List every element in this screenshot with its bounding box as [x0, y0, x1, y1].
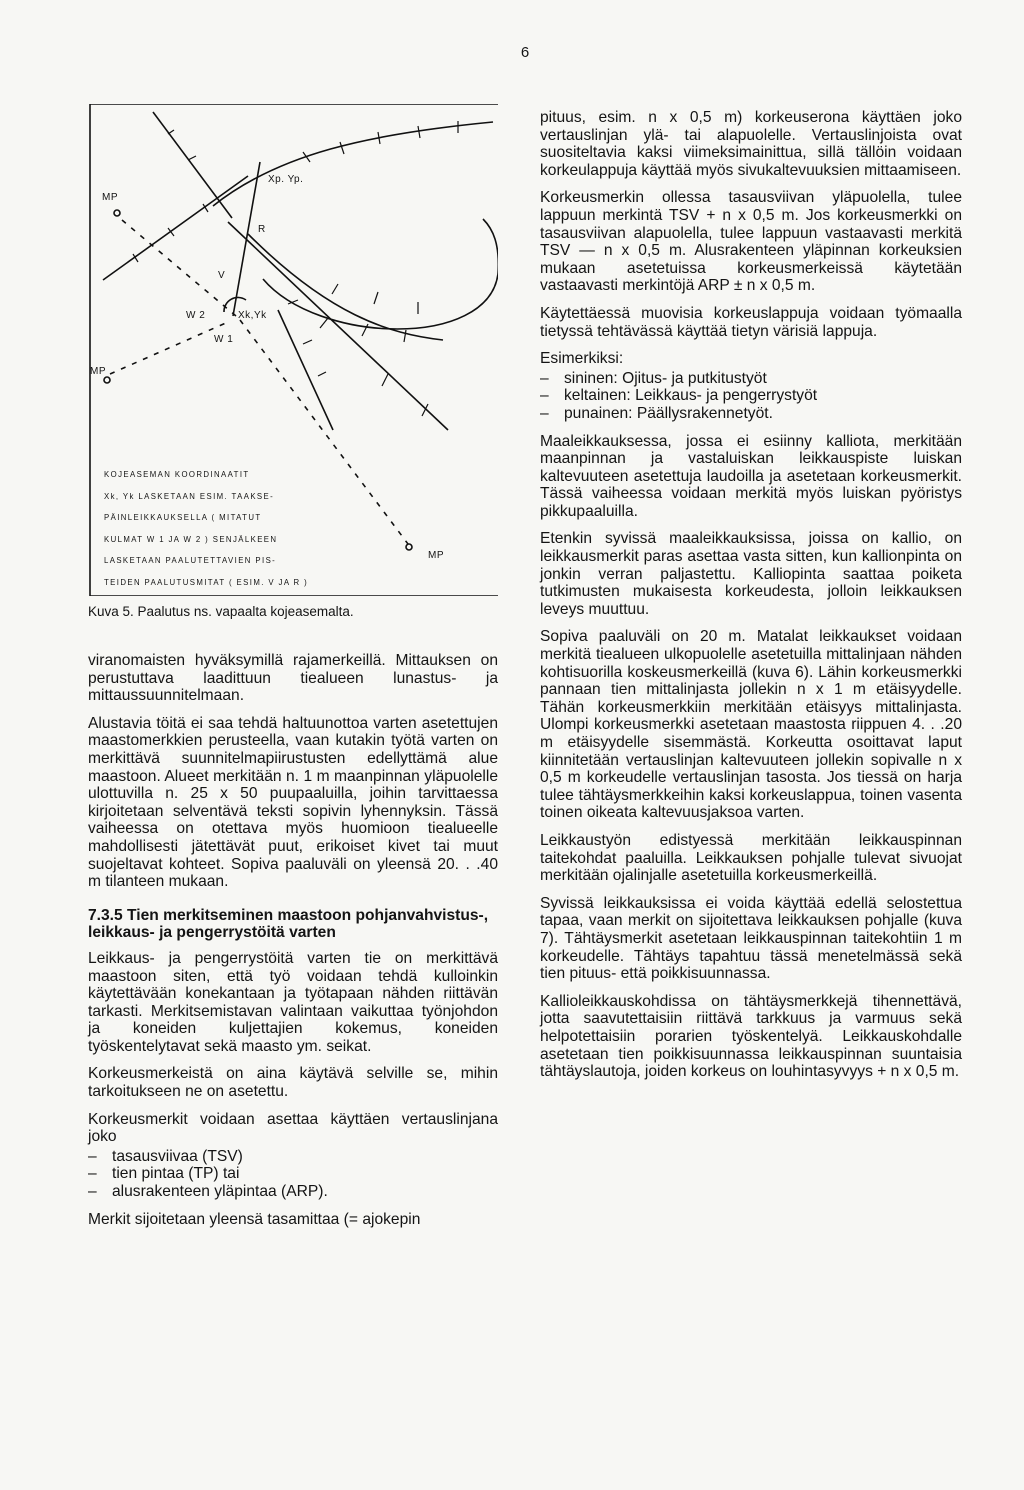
- mp-point: [114, 210, 120, 216]
- figure-legend: [104, 464, 414, 593]
- label-v: V: [218, 270, 226, 281]
- tick: [374, 292, 378, 304]
- legend-line: KOJEASEMAN KOORDINAATIT: [104, 470, 250, 479]
- label-mp-top: MP: [102, 192, 118, 203]
- color-example-list: [540, 370, 962, 423]
- paragraph: Merkit sijoitetaan yleensä tasamittaa (= ajokepin: [88, 1210, 421, 1228]
- paragraph: pituus, esim. n x 0,5 m) korkeuserona käyttäen joko vertauslinjan ylä- tai alapuolelle. Vertauslinjoista ovat suositeltavia kaksi viimeksimainittua, sillä tällöin voidaan korkeulappuja käyttää myös sivukaltevuuksien mittaamiseen.: [540, 109, 962, 179]
- paragraph: Käytettäessä muovisia korkeuslappuja voidaan työmaalla tietyssä tehtävässä käyttää tietyn värisiä lappuja.: [540, 304, 962, 340]
- label-w2: W 2: [186, 310, 206, 321]
- paragraph: Korkeusmerkeistä on aina käytävä selville se, mihin tarkoitukseen ne on asetettu.: [88, 1065, 498, 1101]
- list-item: – alusrakenteen yläpintaa (ARP).: [88, 1183, 498, 1201]
- paragraph: Korkeusmerkin ollessa tasausviivan yläpuolella, tulee lappuun merkintä TSV + n x 0,5 m. Jos korkeusmerkki on tasausviivan alapuolella, tulee lappuun vastaavasti merkitä TSV — n x 0,5 m. Alusrakenteen yläpinnan korkeuksien mukaan asetetuissa korkeusmerkeissä käytetään vastaavasti merkintöjä ARP ± n x 0,5 m.: [540, 189, 962, 295]
- mp-point: [104, 377, 110, 383]
- tick: [418, 126, 420, 138]
- legend-line: TEIDEN PAALUTUSMITAT ( ESIM. V JA R ): [104, 577, 309, 587]
- paragraph: Maaleikkauksessa, jossa ei esiinny kalliota, merkitään maanpinnan ja vastaluiskan leikkauspiste luiskan kaltevuuteen asetettuja laudoilla ja asetetaan korkeusmerkit. Tässä vaiheessa voidaan merkitä myös luiskan pyöristys pikkupaaluilla.: [540, 432, 962, 520]
- sight-line-2: [103, 176, 248, 280]
- label-mp-bottom: MP: [428, 550, 444, 561]
- tick: [188, 156, 196, 160]
- tick: [332, 284, 338, 294]
- section-heading: 7.3.5 Tien merkitseminen maastoon pohjanvahvistus-, leikkaus- ja pengerrystöitä varten: [88, 906, 489, 942]
- list-item: – tasausviivaa (TSV): [88, 1148, 498, 1166]
- legend-line: Xk, Yk LASKETAAN ESIM. TAAKSE-: [104, 491, 275, 501]
- tick: [318, 372, 326, 376]
- label-xk-yk: Xk,Yk: [238, 310, 267, 321]
- left-column: [88, 652, 498, 1238]
- list-item: – sininen: Ojitus- ja putkitustyöt: [540, 370, 962, 388]
- sight-line-1: [153, 112, 232, 218]
- list-item: – tien pintaa (TP) tai: [88, 1165, 498, 1183]
- tick: [340, 142, 344, 154]
- road-line-lower: [228, 222, 448, 430]
- paragraph: Korkeusmerkit voidaan asettaa käyttäen vertauslinjana joko: [88, 1110, 498, 1146]
- tick: [320, 318, 328, 328]
- paragraph: Kallioleikkauskohdissa on tähtäysmerkkejä tihennettävä, jotta saavutettaisiin riittävä tarkkuus ja varmuus sekä helpotettaisiin porarien työskentelyä. Leikkauskohdalle asetetaan tien poikkisuunnassa leikkauspinnan suuntaisia tähtäyslautoja, joiden korkeus on louhintasyvyys + n x 0,5 m.: [540, 992, 962, 1081]
- paragraph: Esimerkiksi:: [540, 350, 624, 368]
- legend-line: PÄINLEIKKAUKSELLA ( MITATUT: [104, 513, 262, 522]
- list-item: – keltainen: Leikkaus- ja pengerrystyöt: [540, 387, 962, 405]
- dashed-line-left: [110, 322, 228, 374]
- paragraph: Sopiva paaluväli on 20 m. Matalat leikkaukset voidaan merkitä tiealueen ulkopuolelle asetetuilla mittalinjaan nähden kohtisuorilla koskeusmerkeillä (kuva 6). Lähin korkeusmerkki pannaan tien mittalinjasta jollekin n x 1 m etäisyydelle. Tähän korkeusmerkkiin merkitään etäisyys mittalinjasta. Ulompi korkeusmerkki asetetaan maastosta riippuen 4. . .20 m etäisyydelle sisemmästä. Korkeutta osoittavat laput kiinnitetään vertauslinjan kaltevuuteen jollekin sopivalle n x 0,5 m korkeudelle vertauslinjan tasosta. Jos tiessä on harja tulee tähtäysmerkkeihin kaksi korkeuslappua, toinen vasenta toinen oikeata kaltevuusjaksoa varten.: [540, 628, 962, 822]
- label-w1: W 1: [214, 334, 234, 345]
- road-curve-right: [263, 219, 498, 329]
- paragraph: Leikkaustyön edistyessä merkitään leikkauspinnan taitekohdat paaluilla. Leikkauksen pohjalle tulevat sivuojat merkitään ojalinjalle asetetuilla korkeusmerkeillä.: [540, 831, 962, 885]
- right-column: [540, 109, 962, 1091]
- paragraph: Syvissä leikkauksissa ei voida käyttää edellä selostettua tapaa, vaan merkit on sijoitettava leikkauksen pohjalle (kuva 7). Tähtäysmerkit asetetaan leikkauspinnan taitekohtiin 1 m korkeudelle. Tähtäys tapahtuu tässä menetelmässä sekä tien pituus- että poikkisuunnassa.: [540, 894, 962, 983]
- tick: [382, 374, 388, 386]
- dashed-line-mp: [122, 220, 236, 316]
- page-number: 6: [520, 44, 530, 61]
- paragraph: viranomaisten hyväksymillä rajamerkeillä. Mittauksen on perustuttava laadittuun tiealueen lunastus- ja mittaussuunnitelmaan.: [88, 652, 498, 705]
- label-mp-left: MP: [90, 366, 106, 377]
- list-item: – punainen: Päällysrakennetyöt.: [540, 405, 962, 423]
- tick: [404, 330, 406, 342]
- paragraph: Etenkin syvissä maaleikkauksissa, joissa on kallio, on leikkausmerkit paras asettaa vasta sitten, kun kallionpinta on jonkin verran paljastettu. Kalliopinta saattaa poiketa tutkimusten mukaisesta korkeudesta, jolloin leikkauksen leveys muuttuu.: [540, 530, 962, 618]
- legend-line: LASKETAAN PAALUTETTAVIEN PIS-: [104, 556, 277, 565]
- legend-line: KULMAT W 1 JA W 2 ) SENJÄLKEEN: [104, 534, 278, 544]
- paragraph: Alustavia töitä ei saa tehdä haltuunottoa varten asetettujen maastomerkkien perusteella, vaan kutakin työtä varten on merkittävä suunnitelmapiirustusten edellyttämä alue maastoon. Alueet merkitään n. 1 m maanpinnan yläpuolelle ulottuvilla n. 25 x 50 puupaaluilla, joihin tarvittaessa kirjoitetaan selventävä teksti sopivin lyhennyksin. Tässä vaiheessa on otettava myös huomioon tiealueelle mahdollisesti jätettävät puut, erikoiset kivet tai muut suojeltavat kohteet. Sopiva paaluväli on yleensä 20. . .40 m tilanteen mukaan.: [88, 714, 498, 891]
- paragraph: Leikkaus- ja pengerrystöitä varten tie on merkittävä maastoon siten, että työ voidaan tehdä kulloinkin käytettävään konekantaan ja työtapaan nähden riittävän tarkasti. Merkitsemistavan valintaan vaikuttaa työnjohdon ja koneiden kuljettajien kokemus, koneiden työskentelytavat sekä maasto ym. seikat.: [88, 949, 498, 1055]
- reference-line-list: [88, 1148, 498, 1201]
- figure-caption: Kuva 5. Paalutus ns. vapaalta kojeasemalta.: [88, 604, 354, 619]
- figure-staking-diagram: [88, 104, 498, 596]
- label-r: R: [258, 224, 266, 235]
- road-line-middle: [248, 234, 443, 340]
- label-xp-yp: Xp. Yp.: [268, 174, 304, 185]
- tick: [303, 340, 312, 344]
- diag-short: [278, 310, 333, 430]
